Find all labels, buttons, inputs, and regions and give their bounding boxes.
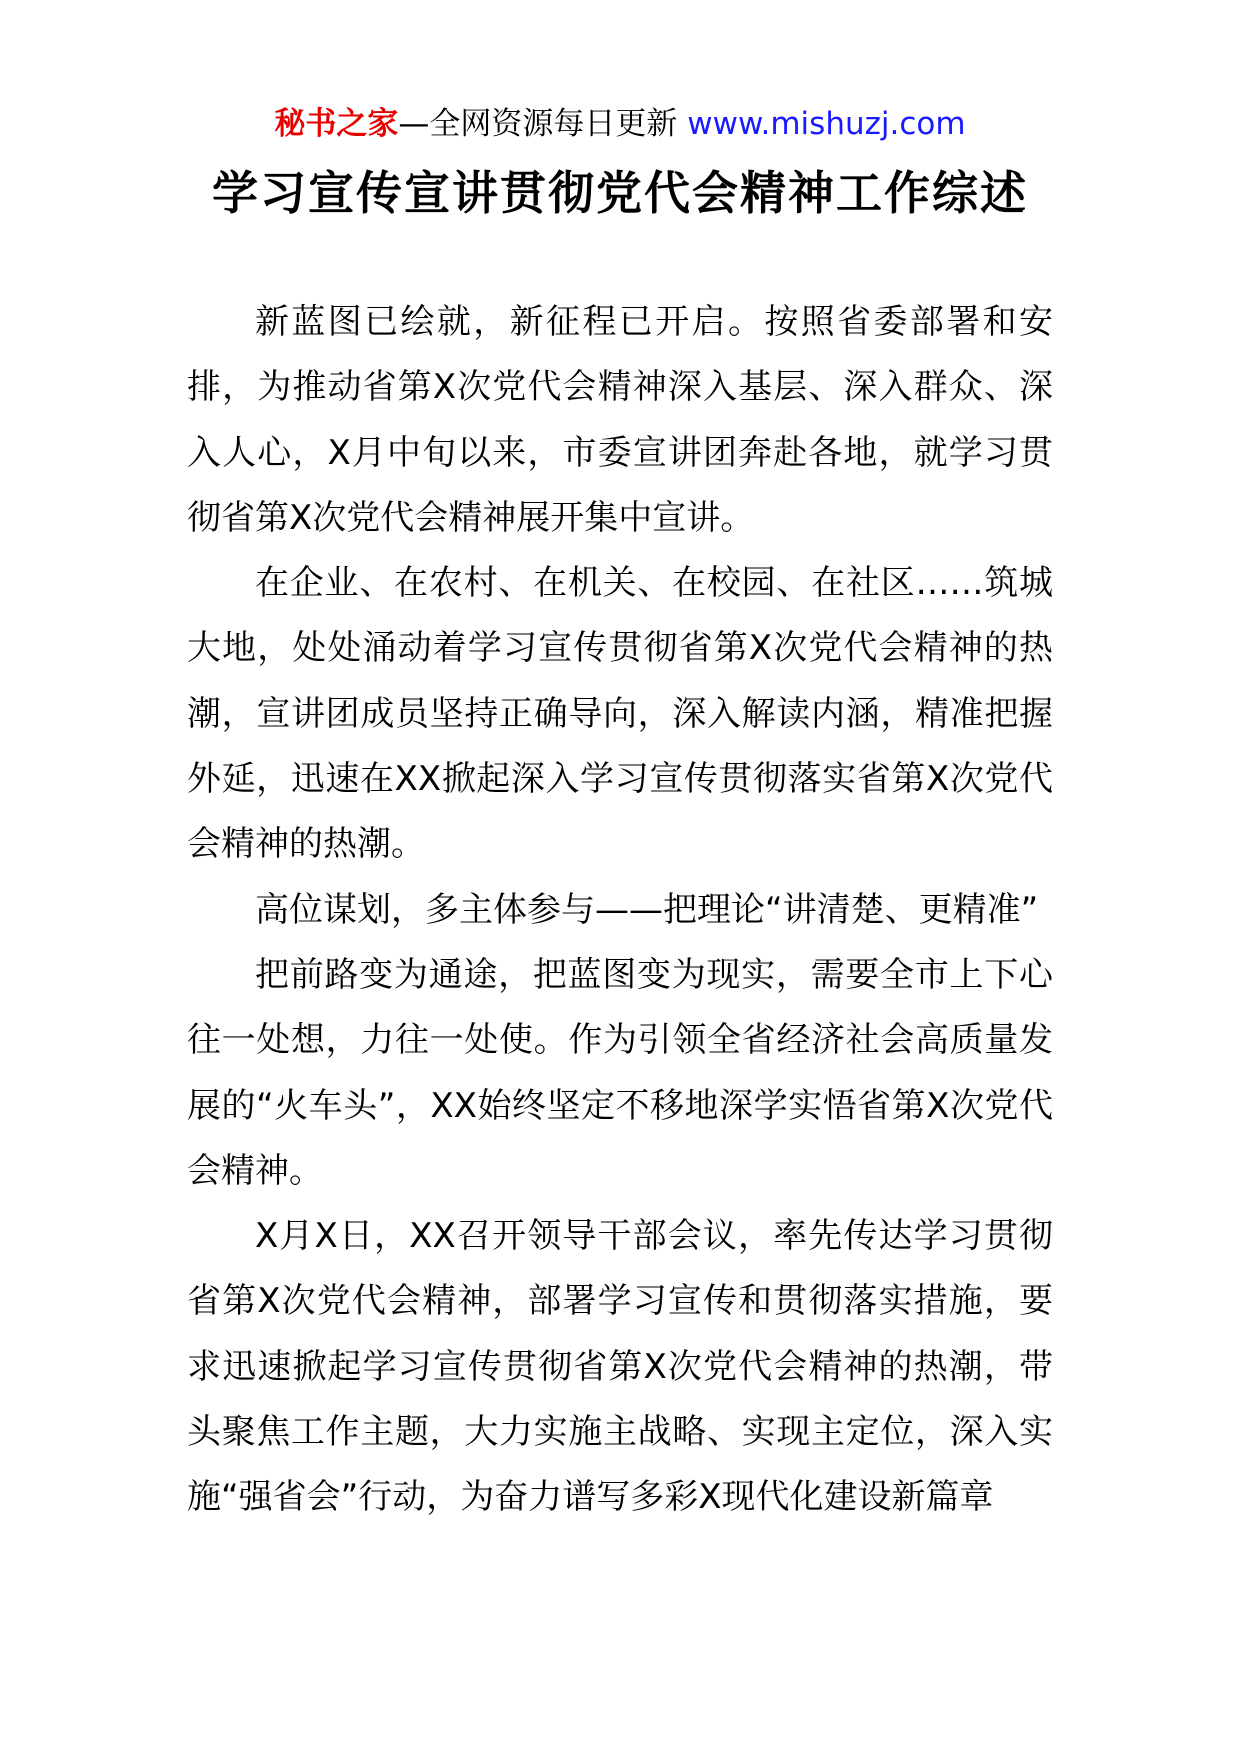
section-heading: 高位谋划，多主体参与——把理论“讲清楚、更精准” bbox=[255, 889, 1039, 930]
site-brand: 秘书之家 bbox=[274, 106, 399, 142]
site-tagline: —全网资源每日更新 bbox=[398, 106, 678, 142]
paragraph: X月X日，XX召开领导干部会议，率先传达学习贯彻省第X次党代会精神，部署学习宣传和贯彻落实措施，要求迅速掀起学习宣传贯彻省第X次党代会精神的热潮，带头聚焦工作主题，大力实施主战略、实现主定位，深入实施“强省会”行动，为奋力谱写多彩X现代化建设新篇章 bbox=[187, 1216, 1053, 1518]
paragraph: 新蓝图已绘就，新征程已开启。按照省委部署和安排，为推动省第X次党代会精神深入基层、深入群众、深入人心，X月中旬以来，市委宣讲团奔赴各地，就学习贯彻省第X次党代会精神展开集中宣讲。 bbox=[187, 302, 1053, 538]
site-header bbox=[0, 104, 1240, 144]
paragraph: 把前路变为通途，把蓝图变为现实，需要全市上下心往一处想，力往一处使。作为引领全省经济社会高质量发展的“火车头”，XX始终坚定不移地深学实悟省第X次党代会精神。 bbox=[187, 954, 1053, 1191]
document-body bbox=[187, 290, 1053, 1531]
document-title: 学习宣传宣讲贯彻党代会精神工作综述 bbox=[212, 166, 1028, 220]
site-url-link[interactable]: www.mishuzj.com bbox=[687, 106, 966, 142]
paragraph: 在企业、在农村、在机关、在校园、在社区……筑城大地，处处涌动着学习宣传贯彻省第X次党代会精神的热潮，宣讲团成员坚持正确导向，深入解读内涵，精准把握外延，迅速在XX掀起深入学习宣传贯彻落实省第X次党代会精神的热潮。 bbox=[187, 563, 1053, 865]
